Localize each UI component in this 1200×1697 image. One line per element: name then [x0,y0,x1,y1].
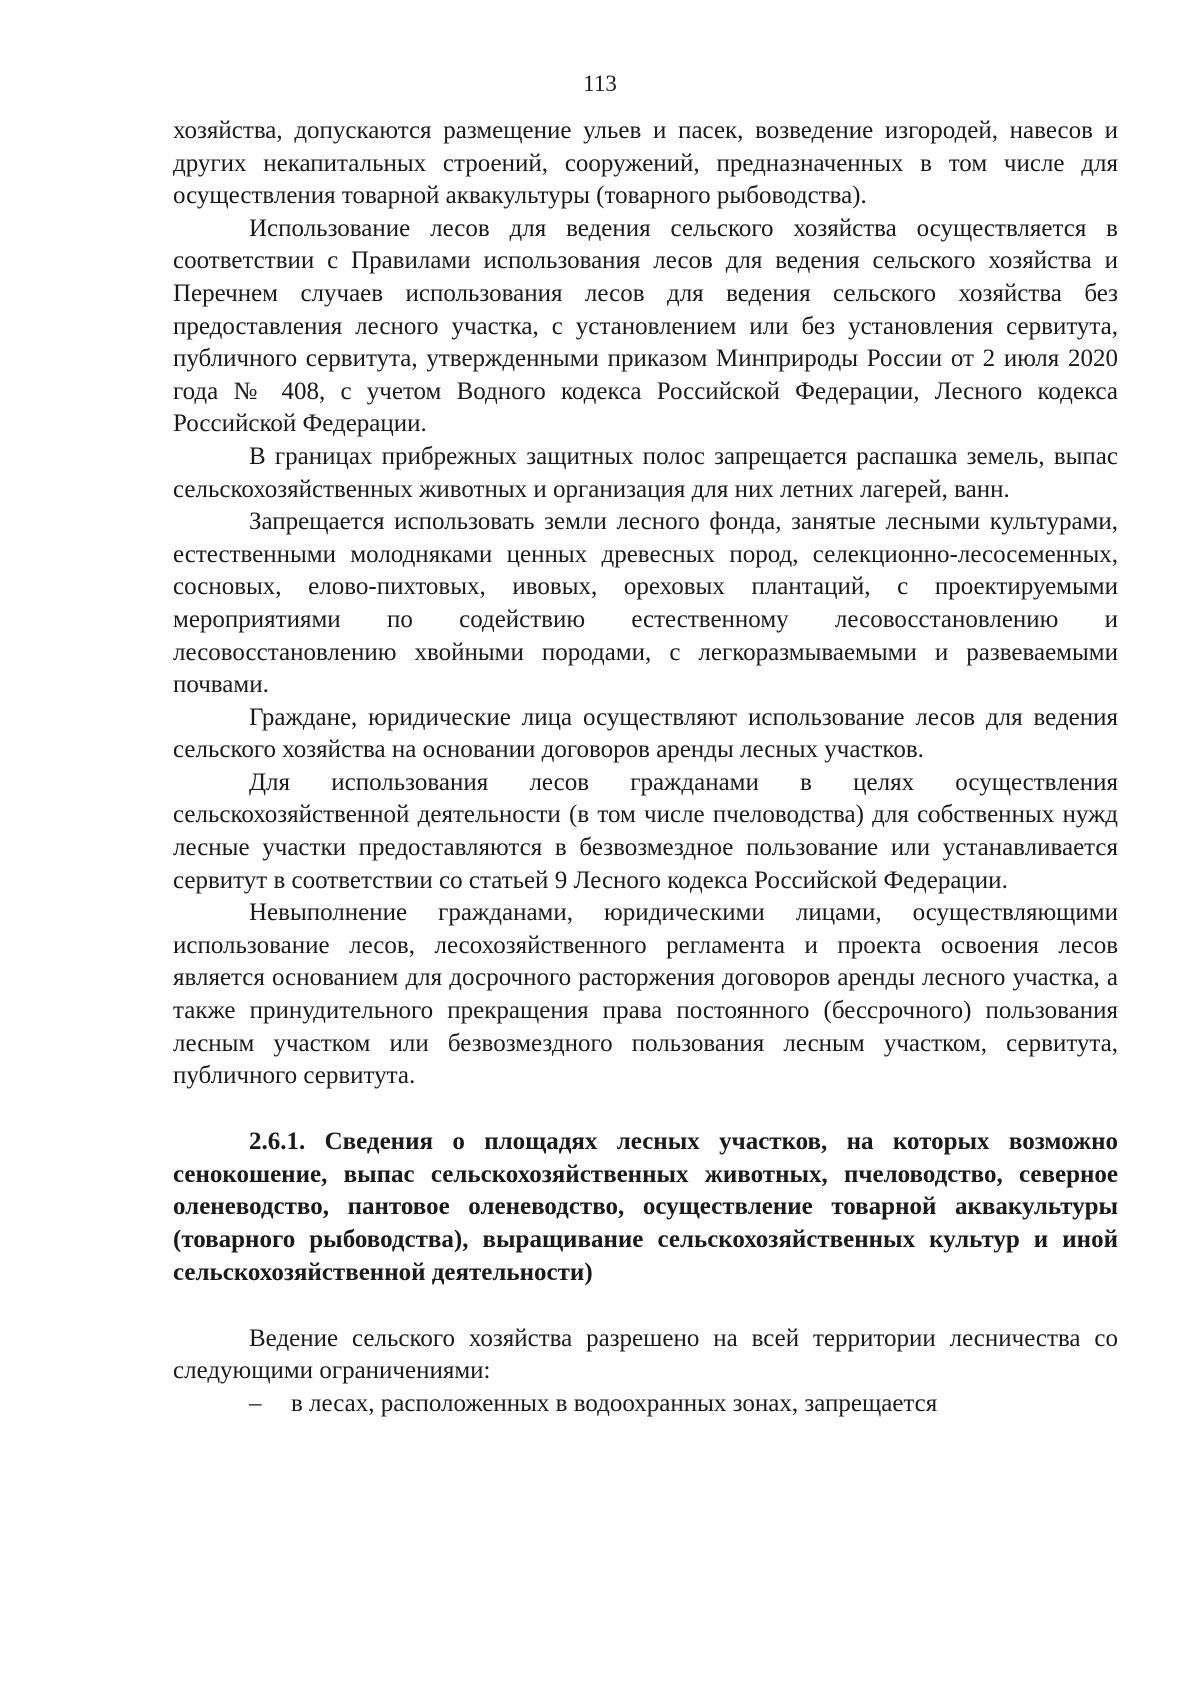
list-item [173,1388,1118,1421]
list-dash: – [249,1389,262,1417]
paragraph-prohibited-lands: Запрещается использовать земли лесного фонда, занятые лесными культурами, естественными молодняками ценных древесных пород, селекционно-лесосеменных, сосновых, елово-пихтовых, ивовых, ореховых плантаций, с проектируемыми мероприятиями по содействию естественному лесовосстановлению и лесовосстановлению хвойными породами, с легкоразмываемыми и развеваемыми почвами. [173,508,1118,699]
section-heading: 2.6.1. Сведения о площадях лесных участков, на которых возможно сенокошение, выпас сельскохозяйственных животных, пчеловодство, северное оленеводство, пантовое оленеводство, осуществление товарной аквакультуры (товарного рыбоводства), выращивание сельскохозяйственных культур и иной сельскохозяйственной деятельности) [173,1127,1118,1286]
page-number: 113 [583,71,617,96]
paragraph-non-compliance: Невыполнение гражданами, юридическими лицами, осуществляющими использование лесов, лесохозяйственного регламента и проекта освоения лесов является основанием для досрочного расторжения договоров аренды лесного участка, а также принудительного прекращения права постоянного (бессрочного) пользования лесным участком или безвозмездного пользования лесным участком, сервитута, публичного сервитута. [173,899,1118,1090]
paragraph-lease-agreements: Граждане, юридические лица осуществляют использование лесов для ведения сельского хозяйства на основании договоров аренды лесных участков. [173,703,1118,764]
paragraph-continuation: хозяйства, допускаются размещение ульев и пасек, возведение изгородей, навесов и других некапитальных строений, сооружений, предназначенных в том числе для осуществления товарной аквакультуры (товарного рыбоводства). [173,117,1118,210]
paragraph-coastal-strips: В границах прибрежных защитных полос запрещается распашка земель, выпас сельскохозяйственных животных и организация для них летних лагерей, ванн. [173,442,1118,503]
paragraph-citizens-use: Для использования лесов гражданами в целях осуществления сельскохозяйственной деятельности (в том числе пчеловодства) для собственных нужд лесные участки предоставляются в безвозмездное пользование или устанавливается сервитут в соответствии со статьей 9 Лесного кодекса Российской Федерации. [173,768,1118,894]
document-body [173,115,1118,1421]
paragraph-agriculture-permitted: Ведение сельского хозяйства разрешено на всей территории лесничества со следующими ограничениями: [173,1324,1118,1385]
list-item-text: в лесах, расположенных в водоохранных зонах, запрещается [291,1389,938,1417]
paragraph-forest-use-rules: Использование лесов для ведения сельского хозяйства осуществляется в соответствии с Правилами использования лесов для ведения сельского хозяйства и Перечнем случаев использования лесов для ведения сельского хозяйства без предоставления лесного участка, с установлением или без установления сервитута, публичного сервитута, утвержденными приказом Минприроды России от 2 июля 2020 года № 408, с учетом Водного кодекса Российской Федерации, Лесного кодекса Российской Федерации. [173,214,1118,438]
